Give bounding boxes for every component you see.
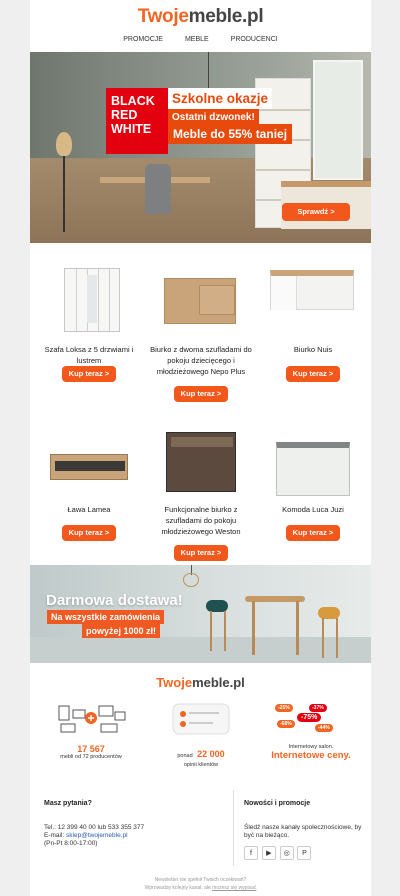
stat-caption: opinii klientów (183, 762, 219, 768)
product-title[interactable]: Szafa Loksa z 5 drzwiami i lustrem (44, 345, 134, 365)
contact-phone[interactable]: Tel.: 12 399 40 00 lub 533 355 377 (44, 824, 145, 831)
chair-leg (322, 618, 324, 658)
stat-caption: mebli od 72 producentów (60, 754, 122, 760)
product-title[interactable]: Biurko Nuis (293, 345, 333, 354)
hero-lamp-stand (63, 152, 65, 232)
banner-lamp (183, 573, 199, 587)
logo[interactable] (30, 6, 371, 28)
product-card[interactable] (34, 418, 144, 515)
news-text: Śledź nasze kanały społecznościowe, by być na bieżąco. (244, 824, 362, 839)
product-title[interactable]: Biurko z dwoma szufladami do pokoju dziecięcego i młodzieżowego Nepo Plus (150, 345, 252, 376)
nav-meble[interactable]: MEBLE (184, 36, 209, 43)
facebook-icon[interactable]: f (244, 846, 258, 860)
contact-email-link[interactable]: sklep@twojemeble.pl (66, 832, 128, 839)
discount-badge: -44% (315, 724, 333, 732)
hero-check-button[interactable]: Sprawdź > (282, 203, 350, 221)
product-title[interactable]: Ława Lamea (67, 505, 111, 514)
contact-email-line (44, 832, 224, 840)
banner-line-1: Na wszystkie zamówienia (47, 610, 164, 624)
chair-leg (336, 618, 338, 658)
banner-line-2: powyżej 1000 zł! (82, 624, 160, 638)
product-card[interactable] (258, 258, 368, 355)
desk-image[interactable] (146, 418, 256, 498)
stat-prices (256, 700, 366, 761)
nav-producenci[interactable]: PRODUCENCI (230, 36, 278, 43)
footer-divider (233, 790, 234, 866)
desk-image[interactable] (258, 258, 368, 338)
reviews-illustration-icon (161, 700, 241, 738)
social-icons (244, 846, 364, 860)
wardrobe-image[interactable] (34, 258, 144, 338)
hero-subtitle: Ostatni dzwonek! (168, 109, 259, 126)
unsubscribe-line-1: Newsletter nie spełnił Twoich oczekiwań? (154, 877, 247, 883)
stat-prefix: ponad (177, 753, 193, 759)
table-leg (296, 601, 299, 655)
coffee-table-image[interactable] (34, 418, 144, 498)
stat-number: 17 567 (77, 744, 105, 754)
buy-button[interactable]: Kup teraz > (174, 386, 228, 402)
logo-part-1: Twoje (137, 6, 189, 27)
banner-title: Darmowa dostawa! (46, 592, 183, 609)
unsubscribe-text: Wprowadzę kolejny kanał, ale (144, 885, 211, 891)
chair-leg (224, 611, 226, 651)
discount-badge: -37% (309, 704, 327, 712)
buy-button[interactable]: Kup teraz > (286, 366, 340, 382)
unsubscribe-line-2 (30, 884, 371, 892)
contact-title: Masz pytania? (44, 800, 92, 807)
brw-line-2: RED (111, 108, 138, 122)
footer-logo[interactable] (30, 675, 371, 690)
discount-badge: -75% (297, 713, 321, 722)
unsubscribe-note (30, 876, 371, 892)
stat-number: 22 000 (197, 749, 225, 759)
buy-button[interactable]: Kup teraz > (62, 366, 116, 382)
hero-lamp (56, 132, 72, 156)
furniture-illustration-icon (51, 700, 131, 738)
email-container (30, 0, 371, 896)
hero-window (313, 60, 363, 180)
product-card[interactable] (146, 258, 256, 377)
banner-floor (30, 637, 371, 663)
discount-badge: -68% (277, 720, 295, 728)
top-nav (30, 36, 371, 43)
brw-logo (106, 88, 168, 154)
free-delivery-banner[interactable] (30, 565, 371, 663)
buy-button[interactable]: Kup teraz > (174, 545, 228, 561)
hero-title: Szkolne okazje (168, 88, 272, 109)
nav-promocje[interactable]: PROMOCJE (123, 36, 163, 43)
stat-reviews (146, 700, 256, 768)
buy-button[interactable]: Kup teraz > (286, 525, 340, 541)
contact-column (44, 800, 224, 848)
brw-line-1: BLACK (111, 94, 155, 108)
hero-discount: Meble do 55% taniej (168, 124, 292, 144)
logo-part-2: meble.pl (188, 6, 264, 27)
product-card[interactable] (146, 418, 256, 537)
pinterest-icon[interactable]: P (297, 846, 311, 860)
hero-banner[interactable] (30, 52, 371, 243)
social-column (244, 800, 364, 860)
product-title[interactable]: Funkcjonalne biurko z szufladami do pokoju młodzieżowego Weston (161, 505, 241, 536)
contact-hours: (Pn-Pt 8:00-17:00) (44, 840, 98, 847)
youtube-icon[interactable]: ▶ (262, 846, 276, 860)
logo-part-2: meble.pl (192, 675, 245, 690)
stat-highlight: Internetowe ceny. (271, 750, 351, 761)
logo-part-1: Twoje (156, 675, 193, 690)
dresser-image[interactable] (258, 418, 368, 498)
discount-badge: -25% (275, 704, 293, 712)
stat-caption: Internetowy salon. (288, 744, 334, 750)
product-card[interactable] (34, 258, 144, 366)
email-label: E-mail: (44, 832, 65, 839)
instagram-icon[interactable]: ◎ (280, 846, 294, 860)
news-title: Nowości i promocje (244, 800, 311, 807)
buy-button[interactable]: Kup teraz > (62, 525, 116, 541)
stat-line (146, 744, 256, 762)
product-card[interactable] (258, 418, 368, 515)
chair-leg (210, 611, 212, 651)
product-title[interactable]: Komoda Luca Juzi (282, 505, 344, 514)
hero-chair (145, 164, 171, 214)
table-leg (252, 601, 255, 655)
desk-image[interactable] (146, 258, 256, 338)
discount-badges-icon (271, 700, 351, 738)
brw-line-3: WHITE (111, 122, 152, 136)
stat-products (36, 700, 146, 760)
unsubscribe-link[interactable]: możesz się wypisać (212, 885, 257, 891)
